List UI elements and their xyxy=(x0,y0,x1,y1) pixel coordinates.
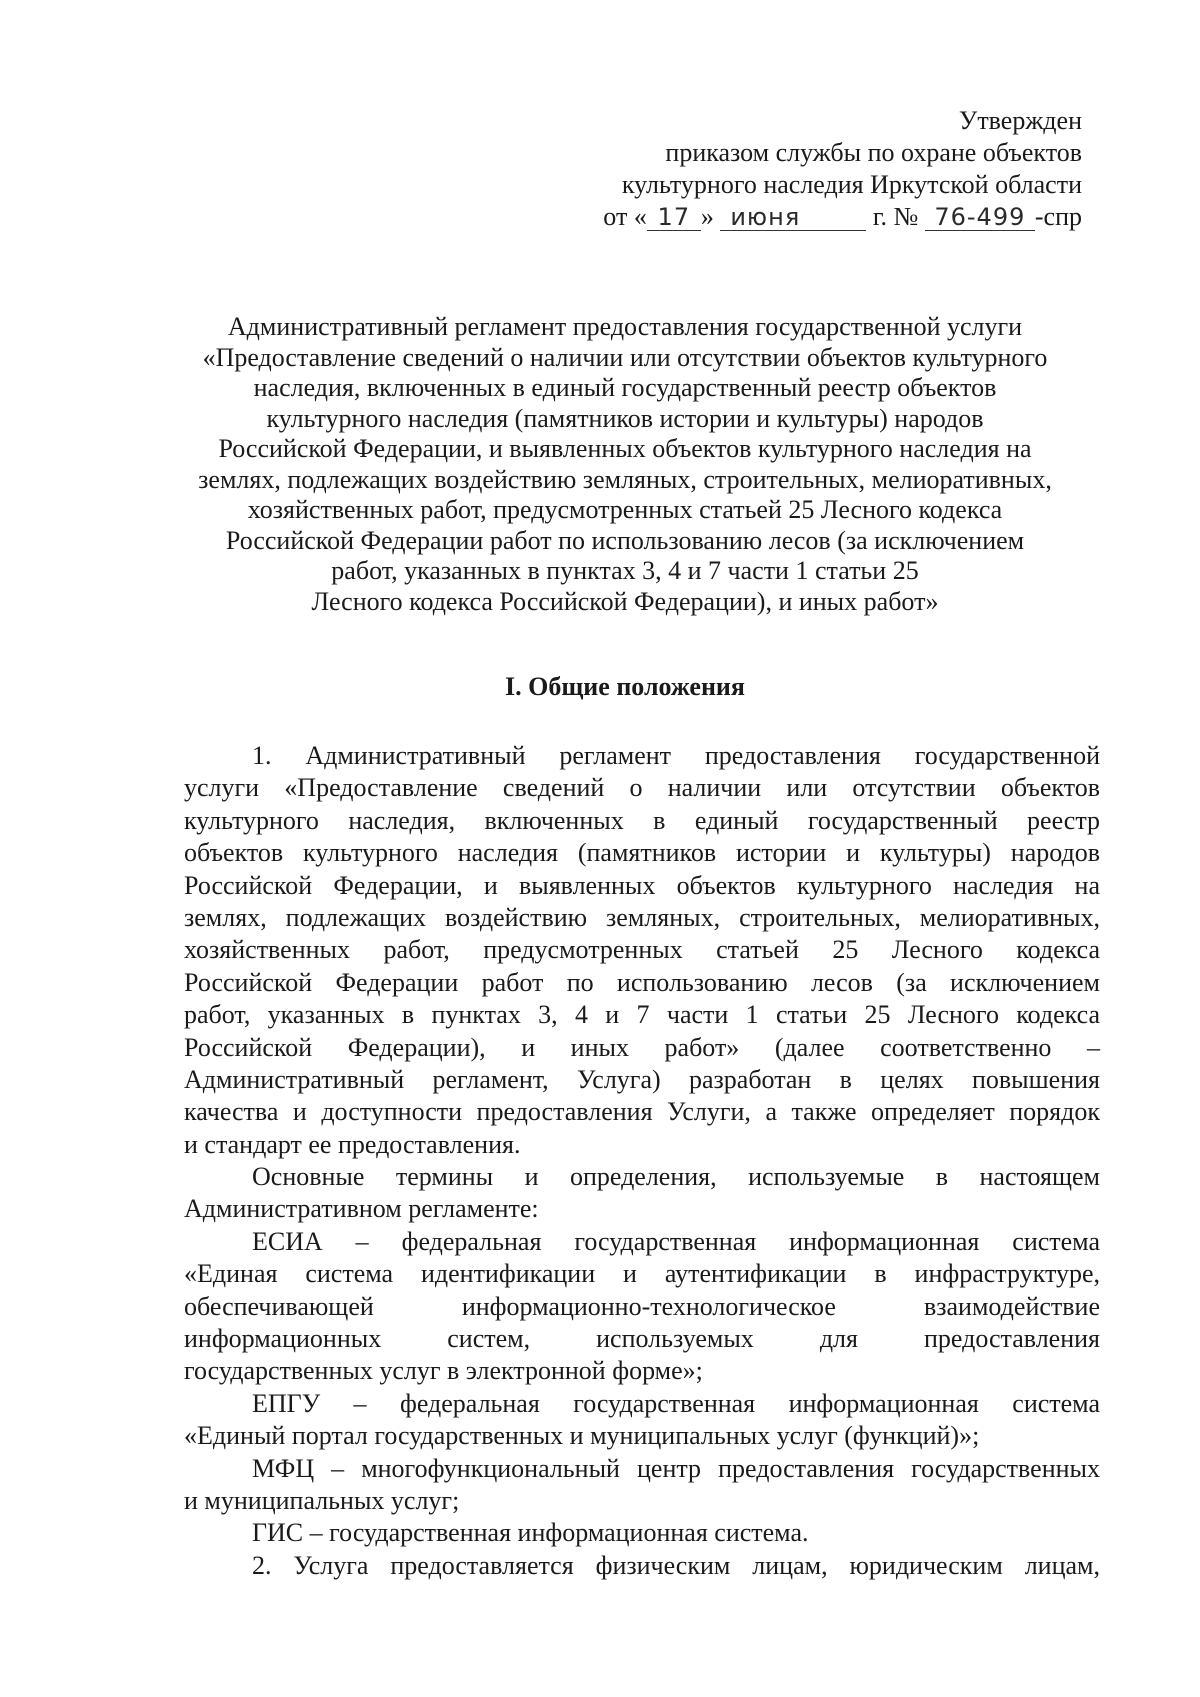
handwritten-day: 17 xyxy=(647,204,701,231)
paragraph-line: культурного наследия, включенных в единый государственный реестр xyxy=(184,805,1100,835)
approval-block xyxy=(603,105,1082,233)
quote-close: » xyxy=(700,202,714,231)
paragraph-line: «Единый портал государственных и муниципальных услуг (функций)»; xyxy=(184,1421,980,1451)
title-line: хозяйственных работ, предусмотренных статьей 25 Лесного кодекса xyxy=(247,495,1003,524)
order-date-number-line xyxy=(603,201,1082,233)
paragraph-line: качества и доступности предоставления Услуги, а также определяет порядок xyxy=(184,1097,1100,1127)
ot-prefix: от « xyxy=(603,202,647,231)
handwritten-order-number: 76-499 xyxy=(925,204,1035,231)
paragraph-line: хозяйственных работ, предусмотренных статьей 25 Лесного кодекса xyxy=(184,935,1100,965)
approval-line-2: приказом службы по охране объектов xyxy=(665,138,1082,167)
title-line: землях, подлежащих воздействию земляных, строительных, мелиоративных, xyxy=(198,464,1052,494)
paragraph-line: землях, подлежащих воздействию земляных, строительных, мелиоративных, xyxy=(184,902,1100,932)
paragraph-line: и стандарт ее предоставления. xyxy=(184,1129,521,1159)
paragraph-line: ЕПГУ – федеральная государственная информационная система xyxy=(252,1388,1100,1418)
body-text xyxy=(184,740,1100,1582)
paragraph-line: и муниципальных услуг; xyxy=(184,1485,460,1515)
section-heading: I. Общие положения xyxy=(505,672,745,701)
title-line: Административный регламент предоставления государственной услуги xyxy=(227,312,1023,341)
title-line: Российской Федерации работ по использованию лесов (за исключением xyxy=(225,525,1025,555)
handwritten-month: июня xyxy=(720,204,866,231)
paragraph-line: государственных услуг в электронной форме»; xyxy=(184,1356,703,1386)
paragraph-line: объектов культурного наследия (памятников истории и культуры) народов xyxy=(184,838,1100,868)
paragraph-line: МФЦ – многофункциональный центр предоставления государственных xyxy=(252,1453,1100,1483)
paragraph-line: «Единая система идентификации и аутентификации в инфраструктуре, xyxy=(184,1259,1100,1289)
paragraph-line: услуги «Предоставление сведений о наличии или отсутствии объектов xyxy=(184,773,1100,803)
title-line: наследия, включенных в единый государственный реестр объектов xyxy=(253,373,997,402)
approval-line-3: культурного наследия Иркутской области xyxy=(621,170,1082,199)
paragraph-line: 2. Услуга предоставляется физическим лицам, юридическим лицам, xyxy=(252,1550,1100,1580)
paragraph-line: ГИС – государственная информационная система. xyxy=(252,1518,809,1548)
paragraph-line: Российской Федерации), и иных работ» (далее соответственно – xyxy=(184,1032,1100,1062)
paragraph-line: информационных систем, используемых для предоставления xyxy=(184,1324,1100,1354)
title-line: «Предоставление сведений о наличии или отсутствии объектов культурного xyxy=(202,342,1048,372)
paragraph-line: Российской Федерации работ по использованию лесов (за исключением xyxy=(184,967,1100,997)
approval-line-1: Утвержден xyxy=(958,106,1082,135)
paragraph-line: Основные термины и определения, используемые в настоящем xyxy=(252,1162,1100,1192)
order-suffix: -спр xyxy=(1034,202,1082,231)
title-line: Российской Федерации, и выявленных объектов культурного наследия на xyxy=(218,434,1032,463)
paragraph-line: обеспечивающей информационно-технологическое взаимодействие xyxy=(184,1291,1100,1321)
paragraph-line: Административный регламент, Услуга) разработан в целях повышения xyxy=(184,1064,1100,1094)
paragraph-line: ЕСИА – федеральная государственная информационная система xyxy=(252,1226,1100,1256)
year-number-prefix: г. № xyxy=(872,202,919,231)
paragraph-line: Административном регламенте: xyxy=(184,1194,539,1224)
paragraph-line: 1. Административный регламент предоставления государственной xyxy=(252,741,1100,770)
regulation-title xyxy=(150,312,1100,617)
title-line: Лесного кодекса Российской Федерации), и иных работ» xyxy=(311,586,939,616)
title-line: культурного наследия (памятников истории и культуры) народов xyxy=(266,403,984,433)
paragraph-line: работ, указанных в пунктах 3, 4 и 7 части 1 статьи 25 Лесного кодекса xyxy=(184,1000,1100,1030)
title-line: работ, указанных в пунктах 3, 4 и 7 части 1 статьи 25 xyxy=(331,556,919,585)
paragraph-line: Российской Федерации, и выявленных объектов культурного наследия на xyxy=(184,870,1100,900)
